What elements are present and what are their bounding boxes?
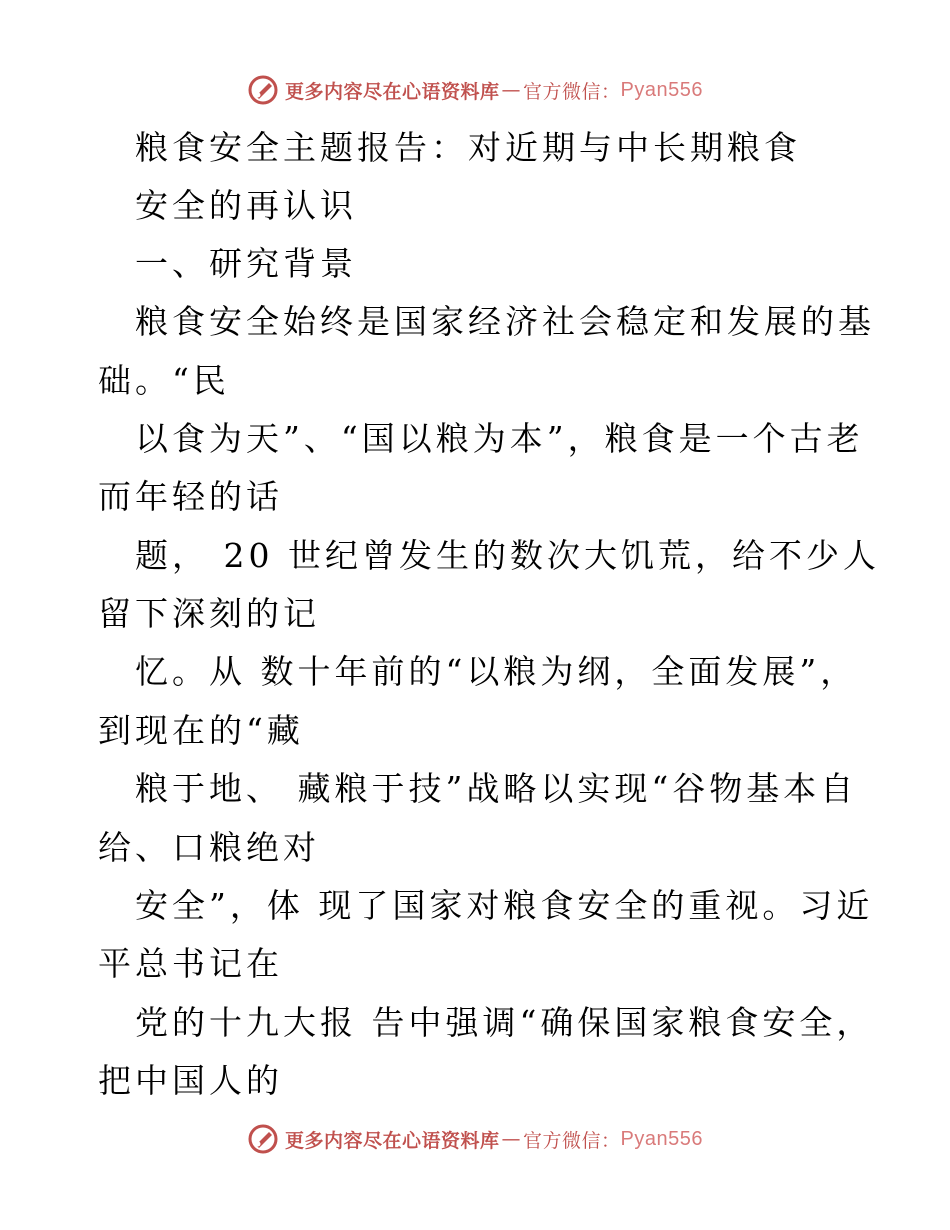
- document-title-line-2: 安全的再认识: [135, 186, 357, 225]
- body-line: 粮食安全始终是国家经济社会稳定和发展的基: [135, 302, 875, 341]
- watermark-brand-text: 更多内容尽在心语资料库: [285, 1129, 500, 1152]
- watermark-account: Pyan556: [620, 1127, 703, 1150]
- body-line: 留下深刻的记: [98, 594, 320, 633]
- brand-logo-icon: [247, 1123, 279, 1155]
- body-line: 到现在的“藏: [98, 711, 304, 750]
- watermark-banner-bottom: [0, 1119, 950, 1159]
- body-line: 以食为天”、“国以粮为本”，粮食是一个古老: [135, 419, 864, 458]
- watermark-brand-text: 更多内容尽在心语资料库: [285, 80, 500, 103]
- body-line: 安全”，体 现了国家对粮食安全的重视。习近: [135, 886, 874, 925]
- section-heading: 一、研究背景: [135, 244, 357, 283]
- document-title-line-1: 粮食安全主题报告：对近期与中长期粮食: [135, 128, 801, 167]
- body-line: 把中国人的: [98, 1061, 283, 1100]
- body-line: 题， 20 世纪曾发生的数次大饥荒，给不少人: [135, 536, 880, 575]
- body-line: 党的十九大报 告中强调“确保国家粮食安全，: [135, 1003, 874, 1042]
- body-line: 粮于地、 藏粮于技”战略以实现“谷物基本自: [135, 769, 858, 808]
- watermark-account: Pyan556: [620, 78, 703, 101]
- watermark-dash: —: [501, 1128, 522, 1150]
- body-line: 给、口粮绝对: [98, 828, 320, 867]
- watermark-official-label: 官方微信：: [523, 1129, 621, 1152]
- body-line: 平总书记在: [98, 944, 283, 983]
- watermark-dash: —: [501, 79, 522, 101]
- body-line: 础。“民: [98, 361, 230, 400]
- watermark-official-label: 官方微信：: [523, 80, 621, 103]
- body-line: 而年轻的话: [98, 477, 283, 516]
- body-line: 忆。从 数十年前的“以粮为纲，全面发展”，: [135, 652, 858, 691]
